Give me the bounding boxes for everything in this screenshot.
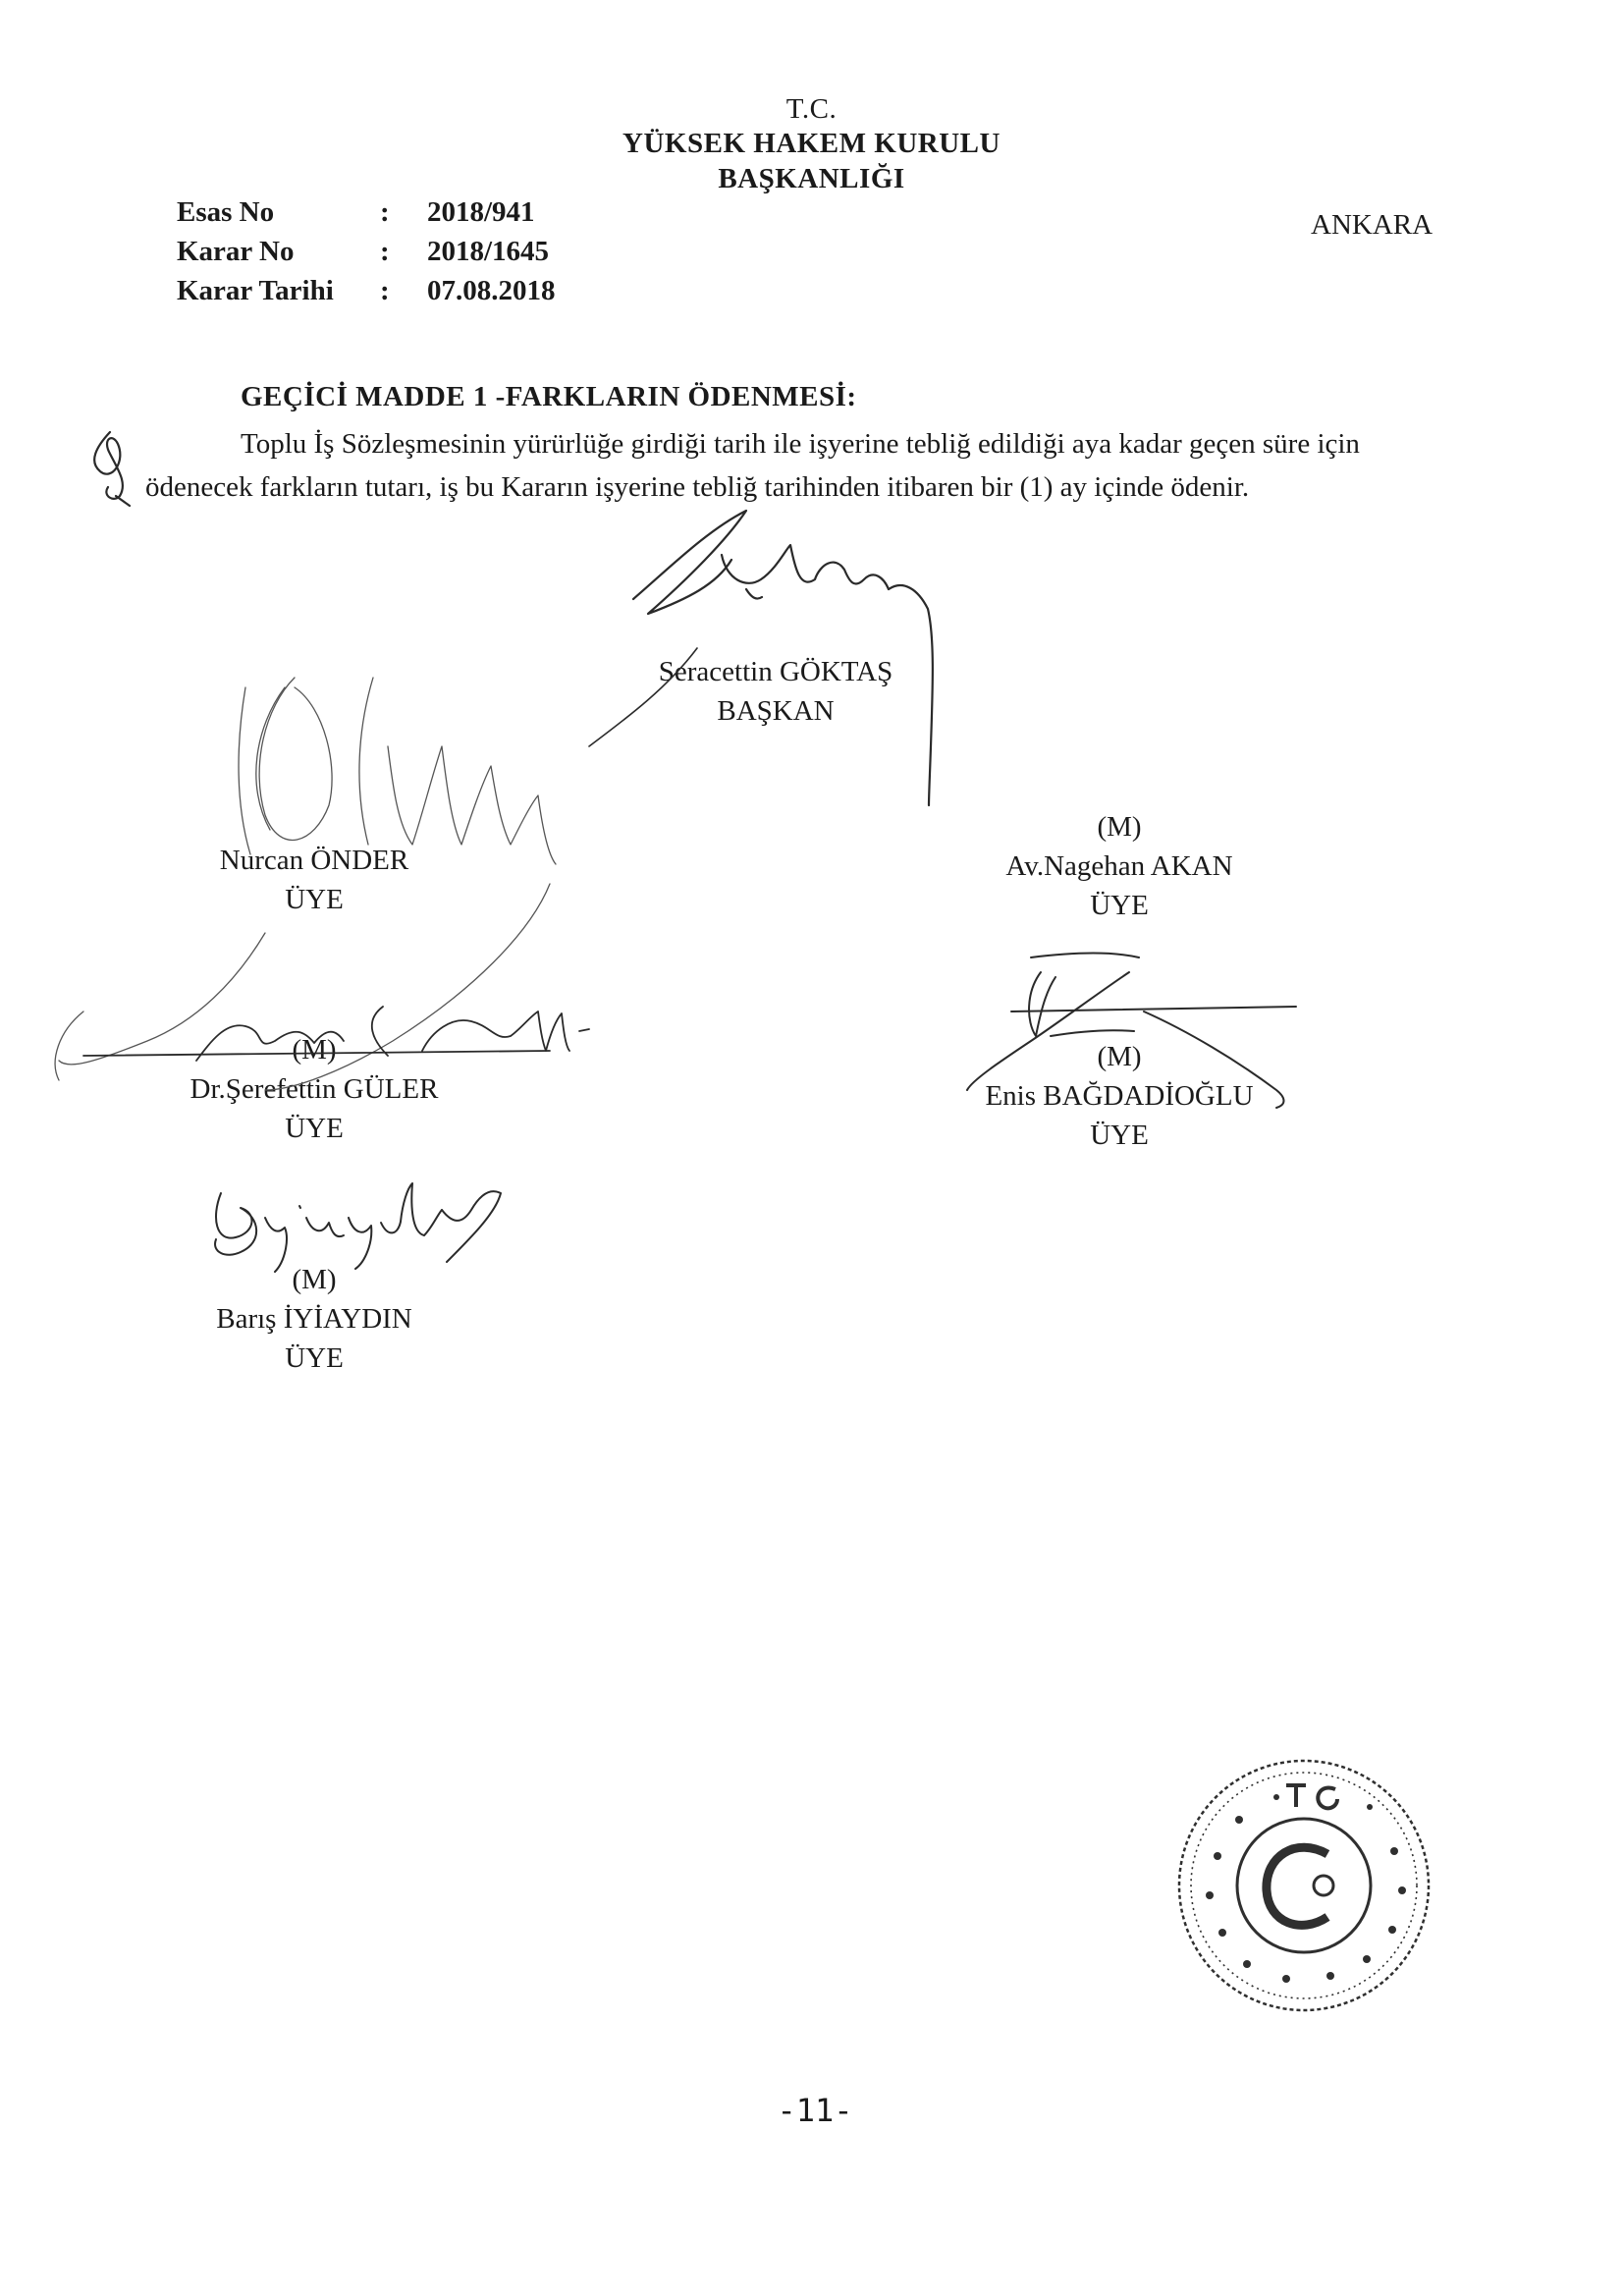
article-line-2: ödenecek farkların tutarı, iş bu Kararın işyerine tebliğ tarihinden itibaren bir (1) ay içinde ödenir. xyxy=(145,471,1250,503)
member1-name: Nurcan ÖNDER xyxy=(219,845,409,876)
member4-name: Enis BAĞDADİOĞLU xyxy=(985,1080,1254,1112)
member5-mark: (M) xyxy=(292,1264,337,1295)
margin-initial-icon xyxy=(94,432,130,506)
member4-role: ÜYE xyxy=(1090,1120,1149,1151)
page-number: -11- xyxy=(777,2092,853,2129)
meta-esas-no xyxy=(177,196,535,229)
meta-value: 2018/941 xyxy=(427,196,535,228)
meta-separator: : xyxy=(380,196,390,228)
header-office: BAŞKANLIĞI xyxy=(718,163,905,194)
member2-mark: (M) xyxy=(1097,811,1142,843)
meta-karar-no xyxy=(177,236,549,268)
member5-name: Barış İYİAYDIN xyxy=(216,1303,412,1335)
member3-name: Dr.Şerefettin GÜLER xyxy=(189,1073,439,1105)
member4-mark: (M) xyxy=(1097,1041,1142,1072)
member2-role: ÜYE xyxy=(1090,890,1149,921)
article-line-1: Toplu İş Sözleşmesinin yürürlüğe girdiği tarih ile işyerine tebliğ edildiği aya kadar geçen süre için xyxy=(241,428,1360,460)
meta-karar-tarihi xyxy=(177,275,556,307)
meta-label: Karar Tarihi xyxy=(177,275,334,306)
city: ANKARA xyxy=(1311,209,1434,241)
official-seal-icon xyxy=(1179,1761,1429,2010)
article-title: GEÇİCİ MADDE 1 -FARKLARIN ÖDENMESİ: xyxy=(241,381,857,412)
header-tc: T.C. xyxy=(785,93,838,125)
meta-separator: : xyxy=(380,275,390,306)
meta-label: Esas No xyxy=(177,196,275,228)
meta-value: 2018/1645 xyxy=(427,236,550,267)
member1-role: ÜYE xyxy=(285,884,344,915)
member3-role: ÜYE xyxy=(285,1113,344,1144)
president-role: BAŞKAN xyxy=(717,695,835,727)
meta-separator: : xyxy=(380,236,390,267)
member5-signature-icon xyxy=(215,1183,501,1272)
member3-mark: (M) xyxy=(292,1034,337,1066)
member2-name: Av.Nagehan AKAN xyxy=(1005,850,1233,882)
meta-value: 07.08.2018 xyxy=(427,275,556,306)
member5-role: ÜYE xyxy=(285,1342,344,1374)
meta-label: Karar No xyxy=(177,236,295,267)
header-institution: YÜKSEK HAKEM KURULU xyxy=(622,128,1001,159)
president-name: Seracettin GÖKTAŞ xyxy=(658,656,893,687)
